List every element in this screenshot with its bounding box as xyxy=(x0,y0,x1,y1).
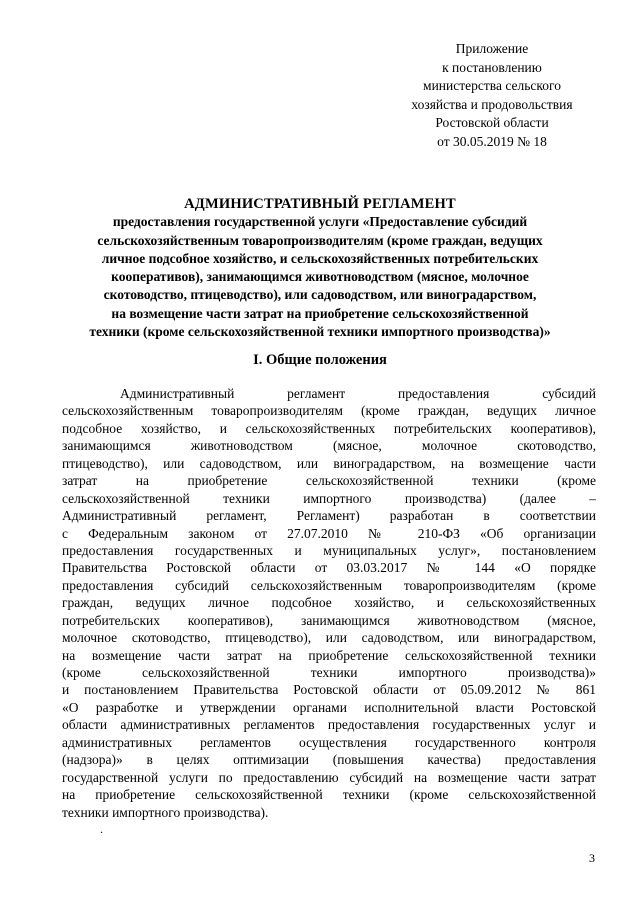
paragraph-line: на возмещение части затрат на приобретение сельскохозяйственной техники xyxy=(62,647,596,663)
paragraph-line: молочное скотоводство, птицеводство), или садоводством, или виноградарством, xyxy=(62,630,596,646)
document-subtitle xyxy=(40,213,600,341)
body-paragraph xyxy=(62,385,596,821)
subtitle-line: сельскохозяйственным товаропроизводителям (кроме граждан, ведущих xyxy=(97,232,543,248)
subtitle-line: кооперативов), занимающимся животноводством (мясное, молочное xyxy=(111,269,529,285)
appendix-line: министерства сельского xyxy=(423,78,561,94)
paragraph-line: сельскохозяйственным товаропроизводителям (кроме граждан, ведущих личное xyxy=(62,403,596,419)
paragraph-line: граждан, ведущих личное подсобное хозяйство, и сельскохозяйственных xyxy=(62,595,596,611)
paragraph-line: потребительских кооперативов), занимающимся животноводством (мясное, xyxy=(62,612,596,628)
paragraph-line: государственной услуги по предоставлению субсидий на возмещение части затрат xyxy=(62,769,596,785)
paragraph-line: Административный регламент предоставления субсидий xyxy=(120,386,596,401)
paragraph-line: птицеводство), или садоводством, или виноградарством, на возмещение части xyxy=(62,455,596,471)
paragraph-line: административных регламентов осуществления государственного контроля xyxy=(62,734,596,750)
paragraph-line: Правительства Ростовской области от 03.03.2017 № 144 «О порядке xyxy=(62,560,596,576)
paragraph-line: сельскохозяйственной техники импортного производства) (далее – xyxy=(62,490,596,506)
section-heading: I. Общие положения xyxy=(253,352,387,368)
appendix-line: хозяйства и продовольствия xyxy=(411,96,573,112)
appendix-block xyxy=(392,40,592,152)
paragraph-line: «О разработке и утверждении органами исполнительной власти Ростовской xyxy=(62,699,596,715)
appendix-line: Приложение xyxy=(455,41,529,56)
paragraph-line: области административных регламентов предоставления государственных услуг и xyxy=(62,717,596,733)
paragraph-line: затрат на приобретение сельскохозяйственной техники (кроме xyxy=(62,473,596,489)
paragraph-line: на приобретение сельскохозяйственной техники (кроме сельскохозяйственной xyxy=(62,787,596,803)
subtitle-line: личное подсобное хозяйство, и сельскохозяйственных потребительских xyxy=(101,250,539,266)
paragraph-line: Административный регламент, Регламент) разработан в соответствии xyxy=(62,508,596,524)
paragraph-line: (надзора)» в целях оптимизации (повышения качества) предоставления xyxy=(62,752,596,768)
appendix-line: к постановлению xyxy=(442,59,542,75)
stray-mark: . xyxy=(100,822,103,836)
paragraph-line: предоставления государственных и муниципальных услуг», постановлением xyxy=(62,542,596,558)
subtitle-line: предоставления государственной услуги «Предоставление субсидий xyxy=(112,214,528,230)
title-block xyxy=(40,195,600,341)
paragraph-line: (кроме сельскохозяйственной техники импортного производства)» xyxy=(62,665,596,680)
paragraph-line: занимающимся животноводством (мясное, молочное скотоводство, xyxy=(62,438,596,454)
paragraph-line: техники импортного производства). xyxy=(62,804,269,820)
subtitle-line: скотоводство, птицеводство), или садоводством, или виноградарством, xyxy=(103,287,537,303)
appendix-line: Ростовской области xyxy=(435,115,549,131)
paragraph-line: подсобное хозяйство, и сельскохозяйственных потребительских кооперативов), xyxy=(62,420,596,436)
paragraph-line: предоставления субсидий сельскохозяйственным товаропроизводителям (кроме xyxy=(62,577,596,593)
subtitle-line: на возмещение части затрат на приобретение сельскохозяйственной xyxy=(111,305,529,321)
page-number: 3 xyxy=(589,851,595,865)
paragraph-line: и постановлением Правительства Ростовской области от 05.09.2012 № 861 xyxy=(62,682,596,698)
subtitle-line: техники (кроме сельскохозяйственной техники импортного производства)» xyxy=(89,324,551,340)
paragraph-line: с Федеральным законом от 27.07.2010 № 210-ФЗ «Об организации xyxy=(62,525,596,541)
document-title: АДМИНИСТРАТИВНЫЙ РЕГЛАМЕНТ xyxy=(184,196,456,212)
appendix-line: от 30.05.2019 № 18 xyxy=(437,133,547,149)
